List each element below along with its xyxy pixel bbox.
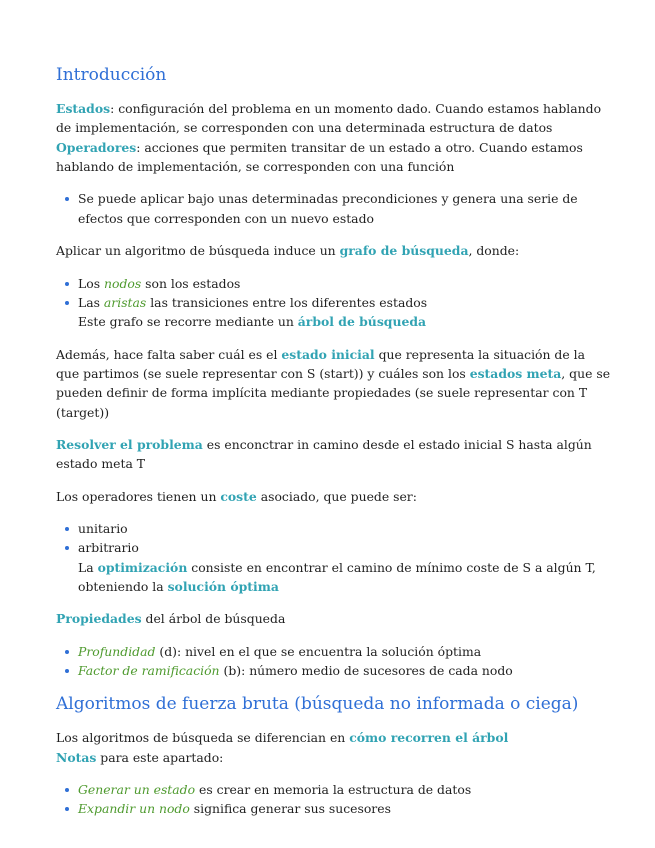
term-como-recorren-el-arbol: cómo recorren el árbol [349,730,509,746]
list-operadores-info [56,189,611,228]
text-segment: Los algoritmos de búsqueda se diferencian en [56,730,350,746]
list-item [56,642,611,661]
list-item [56,661,611,680]
term-propiedades: Propiedades [56,611,142,627]
term-estados: Estados [56,101,111,117]
term-estados-meta: estados meta [469,365,562,381]
text-segment: (b): número medio de sucesores de cada nodo [219,663,513,678]
term-generar-un-estado: Generar un estado [78,782,196,798]
text-segment: del árbol de búsqueda [141,611,286,627]
text-segment: que representa la situación de la que partimos (se suele representar con S (start)) y cuáles son los [56,346,585,381]
text-segment: significa generar sus sucesores [189,801,391,817]
term-solucion-optima: solución óptima [167,578,279,594]
text-estados-def: : configuración del problema en un momento dado. Cuando estamos hablando de implementación, se corresponden con una determinada estructura de datos [56,101,602,136]
text-segment: La [78,559,98,575]
text-operadores-def: : acciones que permiten transitar de un estado a otro. Cuando estamos hablando de implementación, se corresponden con una función [56,139,583,175]
heading-algoritmos-fuerza-bruta: Algoritmos de fuerza bruta (búsqueda no informada o ciega) [56,694,579,715]
list-grafo [56,274,611,313]
text-segment: Las [78,294,104,310]
term-nodos: nodos [104,275,142,291]
text-segment: es crear en memoria la estructura de datos [195,782,472,798]
paragraph-resolver [56,435,611,474]
list-notas [56,780,611,819]
list-item [56,274,611,293]
paragraph-estados-operadores [56,99,611,176]
list-item: arbitrario [56,538,611,557]
term-aristas: aristas [103,294,147,310]
list-coste [56,519,611,558]
term-notas: Notas [56,749,97,765]
term-estado-inicial: estado inicial [281,346,375,362]
text-segment: consiste en encontrar el camino de mínimo coste de S a algún T, obteniendo la [78,559,596,594]
heading-introduccion: Introducción [56,65,167,85]
term-profundidad: Profundidad [78,643,156,659]
list-item: unitario [56,519,611,538]
term-arbol-de-busqueda: árbol de búsqueda [297,314,427,330]
list-item [56,799,611,818]
term-factor-de-ramificacion: Factor de ramificación [78,663,220,678]
term-grafo-de-busqueda: grafo de búsqueda [339,243,469,259]
list-item: Se puede aplicar bajo unas determinadas precondiciones y genera una serie de efectos que corresponden con un nuevo estado [56,189,611,228]
term-resolver-el-problema: Resolver el problema [56,436,203,452]
term-operadores: Operadores [56,139,137,155]
paragraph-propiedades [56,609,611,628]
list-continuation [56,558,611,597]
list-item [56,780,611,799]
paragraph-coste [56,487,611,506]
text-segment: , que se pueden definir de forma implícita mediante propiedades (se suele representar con T (target)) [56,365,611,420]
text-segment: (d): nivel en el que se encuentra la solución óptima [155,643,482,659]
text-segment: Este grafo se recorre mediante un [78,314,298,330]
paragraph-estados-inicial-meta [56,345,611,422]
list-item [56,293,611,312]
list-propiedades [56,642,611,681]
text-segment: Además, hace falta saber cuál es el [56,346,282,362]
text-segment: son los estados [141,275,241,291]
term-coste: coste [220,488,257,504]
text-segment: asociado, que puede ser: [256,488,417,504]
term-optimizacion: optimización [97,559,188,575]
paragraph-recorren-arbol [56,728,611,767]
text-segment: para este apartado: [96,749,224,765]
term-expandir-un-nodo: Expandir un nodo [78,801,190,817]
text-segment: , donde: [468,243,520,259]
text-segment: Los operadores tienen un [56,488,221,504]
text-segment: es enconctrar in camino desde el estado inicial S hasta algún estado meta T [56,436,592,472]
text-segment: las transiciones entre los diferentes estados [146,294,428,310]
text-segment: Los [78,275,104,291]
list-continuation [56,312,611,331]
text-segment: Aplicar un algoritmo de búsqueda induce un [56,243,340,259]
paragraph-grafo [56,241,611,260]
